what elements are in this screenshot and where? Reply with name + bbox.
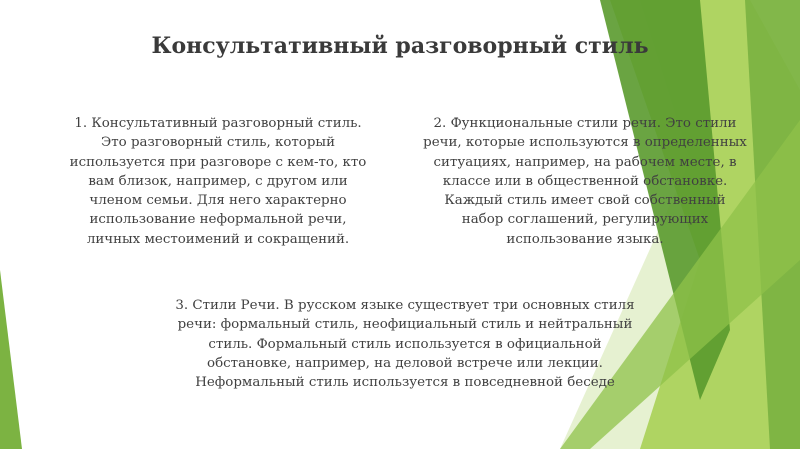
paragraph-consultative-style: 1. Консультативный разговорный стиль. Это разговорный стиль, который используется при разговоре с кем-то, кто вам близок, например, с другом или членом семьи. Для него характерно использование неформальной речи, личных местоимений и сокращений. (69, 116, 367, 247)
paragraph-functional-styles: 2. Функциональные стили речи. Это стили речи, которые используются в определенных ситуациях, например, на рабочем месте, в классе или в общественной обстановке. Каждый стиль имеет свой собственный набор соглашений, регулирующих использование языка. (423, 116, 747, 247)
slide-title: Консультативный разговорный стиль (151, 33, 649, 59)
left-green-sliver (0, 270, 22, 449)
paragraph-speech-styles: 3. Стили Речи. В русском языке существует три основных стиля речи: формальный стиль, неофициальный стиль и нейтральный стиль. Формальный стиль используется в официальной обстановке, например, на деловой встрече или лекции. Неформальный стиль используется в повседневной беседе (175, 298, 635, 391)
